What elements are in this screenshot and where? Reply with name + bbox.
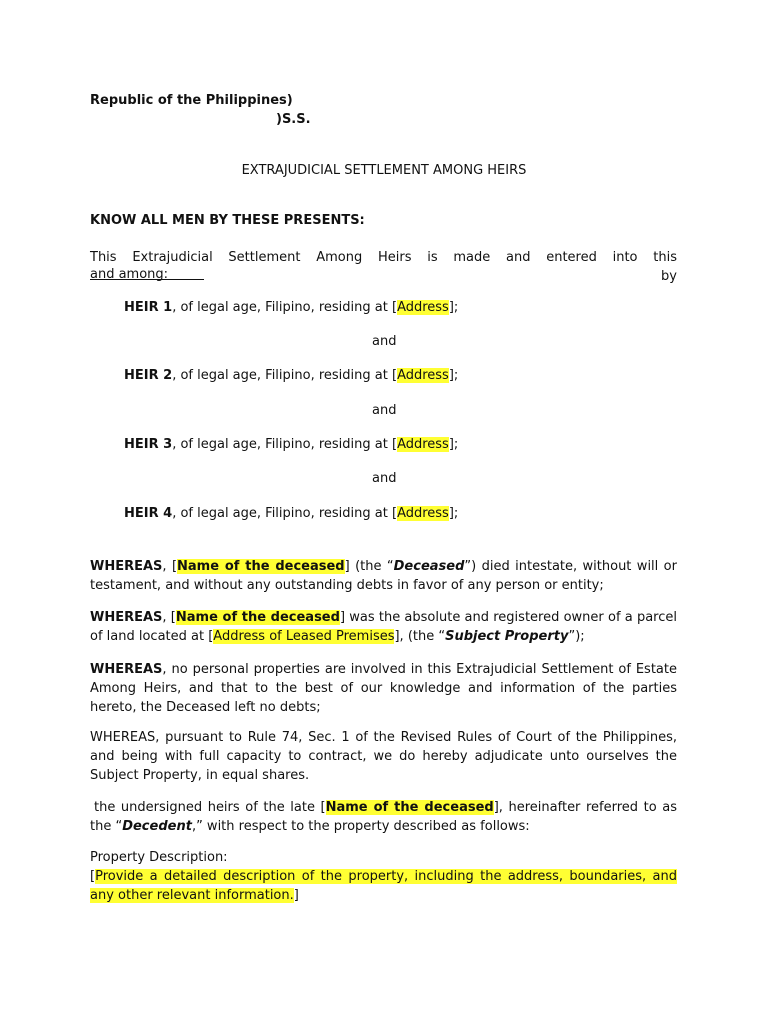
deceased-name-placeholder: Name of the deceased	[325, 800, 494, 815]
defined-term: Deceased	[393, 559, 465, 574]
bracket-open: [	[90, 869, 96, 884]
heir-end: ];	[448, 437, 459, 452]
document-title: EXTRAJUDICIAL SETTLEMENT AMONG HEIRS	[241, 163, 527, 178]
text-fragment: ], hereinafter referred to as the “	[90, 800, 678, 834]
text-fragment: ”) died intestate, without will or testament, and without any outstanding debts in favor of any person or entity;	[90, 559, 677, 593]
undersigned-paragraph	[90, 798, 677, 836]
whereas-lead: WHEREAS	[90, 559, 163, 574]
text-fragment: , [	[162, 610, 176, 625]
heir-name: HEIR 3	[124, 437, 173, 452]
text-fragment: ] was the absolute and registered owner of a parcel of land located at [	[90, 610, 677, 644]
text-fragment: ”);	[568, 629, 585, 644]
intro-text: This Extrajudicial Settlement Among Heirs is made and entered into this	[90, 250, 677, 265]
and-separator: and	[372, 334, 397, 349]
heir-text: , of legal age, Filipino, residing at [	[172, 437, 398, 452]
text-fragment: ], (the “	[394, 629, 446, 644]
and-separator: and	[372, 471, 397, 486]
whereas-lead: WHEREAS	[90, 610, 163, 625]
property-description-placeholder	[90, 867, 677, 905]
property-placeholder-text: Provide a detailed description of the property, including the address, boundaries, and any other relevant information.	[90, 869, 677, 903]
heir-text: , of legal age, Filipino, residing at [	[172, 368, 398, 383]
heir-name: HEIR 1	[124, 300, 173, 315]
heir-line	[124, 506, 458, 521]
know-all-heading: KNOW ALL MEN BY THESE PRESENTS:	[90, 213, 365, 228]
heir-name: HEIR 4	[124, 506, 173, 521]
heir-text: , of legal age, Filipino, residing at [	[172, 300, 398, 315]
text-fragment: , no personal properties are involved in this Extrajudicial Settlement of Estate Among Heirs, and that to the best of our knowledge and information of the parties hereto, the Deceased left no debts;	[90, 662, 677, 715]
heir-end: ];	[448, 368, 459, 383]
defined-term: Subject Property	[445, 629, 569, 644]
deceased-name-placeholder: Name of the deceased	[175, 610, 340, 625]
heir-line	[124, 437, 458, 452]
intro-line-2: and among:	[90, 267, 169, 282]
whereas-paragraph-3	[90, 660, 677, 717]
whereas-lead: WHEREAS	[90, 662, 163, 677]
address-placeholder: Address	[397, 437, 449, 452]
property-description-label: Property Description:	[90, 850, 228, 865]
heir-name: HEIR 2	[124, 368, 173, 383]
republic-line: Republic of the Philippines)	[90, 93, 293, 108]
ss-line: )S.S.	[276, 112, 311, 127]
address-placeholder: Address	[397, 368, 449, 383]
bracket-close: ]	[293, 888, 299, 903]
text-fragment: ] (the “	[344, 559, 394, 574]
text-fragment: , [	[162, 559, 178, 574]
leased-address-placeholder: Address of Leased Premises	[213, 629, 395, 644]
heir-end: ];	[448, 506, 459, 521]
defined-term: Decedent	[122, 819, 192, 834]
address-placeholder: Address	[397, 300, 449, 315]
heir-line	[124, 368, 458, 383]
text-fragment: the undersigned heirs of the late [	[94, 800, 326, 815]
address-placeholder: Address	[397, 506, 449, 521]
heir-end: ];	[448, 300, 459, 315]
whereas-paragraph-1	[90, 557, 677, 595]
heir-text: , of legal age, Filipino, residing at [	[172, 506, 398, 521]
intro-line-1	[90, 248, 677, 286]
heir-line	[124, 300, 458, 315]
deceased-name-placeholder: Name of the deceased	[177, 559, 345, 574]
whereas-paragraph-4: WHEREAS, pursuant to Rule 74, Sec. 1 of the Revised Rules of Court of the Philippines, and being with full capacity to contract, we do hereby adjudicate unto ourselves the Subject Property, in equal shares.	[90, 730, 677, 783]
whereas-paragraph-2	[90, 608, 677, 646]
intro-by: by	[661, 269, 677, 284]
text-fragment: ,” with respect to the property described as follows:	[191, 819, 530, 834]
and-separator: and	[372, 403, 397, 418]
